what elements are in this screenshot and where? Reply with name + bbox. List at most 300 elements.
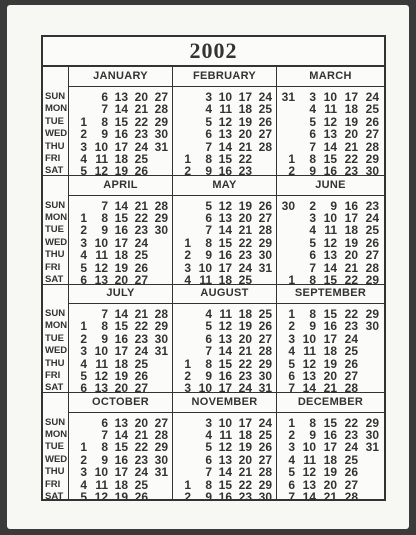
day-cell: 10 bbox=[323, 90, 337, 104]
day-cell: 2 bbox=[80, 127, 87, 142]
day-cell: 11 bbox=[219, 307, 232, 321]
month-name: AUGUST bbox=[173, 284, 276, 304]
day-cell: 19 bbox=[114, 369, 128, 383]
day-cell: 11 bbox=[303, 452, 316, 467]
day-cell: 12 bbox=[218, 114, 232, 129]
month-name: FEBRUARY bbox=[173, 67, 276, 87]
day-cell: 27 bbox=[258, 210, 272, 225]
day-cell: 19 bbox=[344, 235, 358, 250]
day-cell: 5 bbox=[205, 440, 212, 455]
day-cell: 3 bbox=[288, 440, 295, 455]
day-cell: 28 bbox=[258, 344, 272, 359]
day-cell: 28 bbox=[258, 223, 272, 238]
month-name: OCTOBER bbox=[69, 393, 172, 413]
day-cell: 7 bbox=[205, 139, 212, 154]
day-cell: 29 bbox=[154, 210, 168, 225]
day-cell: 19 bbox=[323, 465, 337, 480]
day-cell: 11 bbox=[324, 223, 337, 238]
day-cell: 11 bbox=[95, 152, 108, 166]
month-march bbox=[276, 67, 384, 179]
day-cell: 12 bbox=[323, 114, 337, 129]
day-cell: 1 bbox=[184, 477, 191, 492]
weekday-label: TUE bbox=[45, 332, 64, 344]
day-cell: 9 bbox=[205, 369, 212, 383]
day-cell: 6 bbox=[205, 452, 212, 467]
day-cell: 13 bbox=[218, 210, 232, 225]
day-cell: 22 bbox=[344, 415, 358, 430]
day-cell: 5 bbox=[309, 114, 316, 129]
day-cell: 31 bbox=[258, 260, 272, 275]
day-cell: 28 bbox=[344, 489, 358, 504]
day-cell: 30 bbox=[154, 331, 168, 346]
day-cell: 2 bbox=[80, 452, 87, 467]
day-cell: 7 bbox=[205, 344, 212, 359]
day-cell: 15 bbox=[114, 210, 128, 225]
day-cell: 11 bbox=[219, 427, 232, 442]
day-cell: 4 bbox=[309, 102, 316, 117]
day-cell: 8 bbox=[309, 307, 316, 321]
day-cell: 23 bbox=[238, 248, 252, 263]
day-cell: 13 bbox=[94, 381, 108, 396]
weekday-label: SUN bbox=[45, 199, 66, 211]
day-cell: 18 bbox=[323, 344, 337, 359]
day-cell: 24 bbox=[238, 260, 252, 275]
day-cell: 10 bbox=[94, 235, 108, 250]
day-cell: 10 bbox=[218, 415, 232, 430]
month-june bbox=[276, 176, 384, 287]
day-cell: 22 bbox=[134, 210, 148, 225]
day-cell: 4 bbox=[288, 452, 295, 467]
day-cell: 2 bbox=[184, 164, 191, 179]
day-cell: 22 bbox=[238, 152, 252, 166]
day-cell: 16 bbox=[218, 164, 232, 179]
day-cell: 9 bbox=[309, 319, 316, 334]
weekday-label: SAT bbox=[45, 165, 64, 177]
day-cell: 8 bbox=[205, 477, 212, 492]
day-cell: 20 bbox=[114, 381, 128, 396]
day-cell: 15 bbox=[323, 307, 337, 321]
month-name: JULY bbox=[69, 284, 172, 304]
day-cell: 29 bbox=[258, 235, 272, 250]
day-cell: 13 bbox=[218, 331, 232, 346]
day-cell: 10 bbox=[198, 381, 212, 396]
day-cell: 17 bbox=[114, 344, 128, 359]
day-cell: 5 bbox=[205, 319, 212, 334]
day-cell: 24 bbox=[344, 440, 358, 455]
day-cell: 6 bbox=[205, 210, 212, 225]
weekday-label: THU bbox=[45, 140, 65, 152]
day-cell: 17 bbox=[114, 235, 128, 250]
weekday-label: MON bbox=[45, 103, 68, 115]
day-cell: 17 bbox=[323, 440, 337, 455]
day-cell: 27 bbox=[258, 127, 272, 142]
day-cell: 14 bbox=[114, 427, 128, 442]
day-cell: 27 bbox=[154, 415, 168, 430]
day-cell: 15 bbox=[323, 152, 337, 166]
day-cell: 21 bbox=[238, 139, 252, 154]
day-cell: 1 bbox=[80, 440, 87, 455]
day-cell: 8 bbox=[205, 356, 212, 371]
day-cell: 29 bbox=[365, 152, 379, 166]
day-cell: 5 bbox=[80, 260, 87, 275]
day-cell: 20 bbox=[323, 369, 337, 383]
day-cell: 7 bbox=[101, 198, 108, 213]
day-cell: 15 bbox=[218, 356, 232, 371]
day-cell: 14 bbox=[218, 344, 232, 359]
day-cell: 14 bbox=[218, 139, 232, 154]
day-cell: 21 bbox=[323, 381, 337, 396]
day-cell: 20 bbox=[238, 127, 252, 142]
day-cell: 23 bbox=[365, 198, 379, 213]
day-cell: 29 bbox=[365, 307, 379, 321]
day-cell: 21 bbox=[344, 260, 358, 275]
year-title: 2002 bbox=[43, 37, 384, 67]
day-cell: 12 bbox=[323, 235, 337, 250]
day-cell: 16 bbox=[114, 452, 128, 467]
day-cell: 27 bbox=[258, 452, 272, 467]
day-cell: 28 bbox=[154, 427, 168, 442]
day-cell: 16 bbox=[114, 331, 128, 346]
day-cell: 10 bbox=[302, 331, 316, 346]
day-cell: 2 bbox=[80, 223, 87, 238]
day-cell: 30 bbox=[281, 198, 295, 213]
day-cell: 27 bbox=[258, 331, 272, 346]
day-cell: 5 bbox=[80, 369, 87, 383]
quarter-row bbox=[43, 176, 384, 285]
day-cell: 9 bbox=[101, 331, 108, 346]
day-cell: 30 bbox=[258, 489, 272, 504]
day-cell: 17 bbox=[238, 415, 252, 430]
day-cell: 5 bbox=[80, 164, 87, 179]
day-cell: 8 bbox=[309, 272, 316, 287]
day-cell: 1 bbox=[184, 152, 191, 166]
quarter-row bbox=[43, 393, 384, 504]
day-cell: 21 bbox=[238, 344, 252, 359]
day-cell: 2 bbox=[184, 369, 191, 383]
day-cell: 16 bbox=[114, 127, 128, 142]
day-cell: 10 bbox=[323, 210, 337, 225]
day-cell: 2 bbox=[288, 164, 295, 179]
day-cell: 13 bbox=[302, 477, 316, 492]
weekday-column bbox=[43, 284, 69, 392]
day-cell: 1 bbox=[288, 152, 295, 166]
day-cell: 18 bbox=[114, 152, 128, 166]
month-name: APRIL bbox=[69, 176, 172, 196]
day-cell: 5 bbox=[205, 114, 212, 129]
day-cell: 29 bbox=[154, 114, 168, 129]
day-cell: 14 bbox=[114, 307, 128, 321]
day-cell: 4 bbox=[80, 152, 87, 166]
weekday-column bbox=[43, 176, 69, 284]
day-cell: 9 bbox=[101, 452, 108, 467]
day-cell: 22 bbox=[344, 307, 358, 321]
day-cell: 26 bbox=[258, 198, 272, 213]
day-cell: 10 bbox=[302, 440, 316, 455]
day-cell: 18 bbox=[238, 427, 252, 442]
day-cell: 26 bbox=[365, 114, 379, 129]
day-cell: 16 bbox=[218, 489, 232, 504]
day-cell: 1 bbox=[80, 210, 87, 225]
day-cell: 2 bbox=[80, 331, 87, 346]
month-november bbox=[172, 393, 276, 504]
day-cell: 14 bbox=[302, 489, 316, 504]
day-cell: 6 bbox=[205, 331, 212, 346]
day-cell: 20 bbox=[238, 331, 252, 346]
day-cell: 9 bbox=[309, 164, 316, 179]
day-cell: 3 bbox=[184, 381, 191, 396]
day-cell: 14 bbox=[114, 102, 128, 117]
day-cell: 2 bbox=[288, 427, 295, 442]
day-cell: 30 bbox=[154, 223, 168, 238]
day-cell: 31 bbox=[365, 440, 379, 455]
day-cell: 28 bbox=[365, 139, 379, 154]
day-cell: 1 bbox=[184, 235, 191, 250]
weekday-label: SUN bbox=[45, 308, 66, 319]
day-cell: 18 bbox=[218, 272, 232, 287]
day-cell: 18 bbox=[114, 248, 128, 263]
day-cell: 7 bbox=[101, 307, 108, 321]
day-cell: 8 bbox=[205, 152, 212, 166]
day-cell: 20 bbox=[134, 90, 148, 104]
day-cell: 21 bbox=[134, 427, 148, 442]
day-cell: 11 bbox=[95, 356, 108, 371]
day-cell: 12 bbox=[94, 369, 108, 383]
day-cell: 31 bbox=[258, 381, 272, 396]
day-cell: 14 bbox=[218, 465, 232, 480]
weekday-label: MON bbox=[45, 428, 68, 440]
day-cell: 27 bbox=[344, 477, 358, 492]
weekday-label: THU bbox=[45, 466, 65, 478]
day-cell: 14 bbox=[323, 139, 337, 154]
day-cell: 29 bbox=[154, 319, 168, 334]
day-cell: 14 bbox=[323, 260, 337, 275]
day-cell: 9 bbox=[330, 198, 337, 213]
quarter-row bbox=[43, 67, 384, 179]
day-cell: 1 bbox=[184, 356, 191, 371]
day-cell: 13 bbox=[114, 90, 128, 104]
day-cell: 15 bbox=[114, 319, 128, 334]
month-name: SEPTEMBER bbox=[277, 284, 384, 304]
day-cell: 23 bbox=[344, 427, 358, 442]
day-cell: 29 bbox=[258, 356, 272, 371]
day-cell: 18 bbox=[238, 102, 252, 117]
month-january bbox=[69, 67, 172, 179]
day-cell: 19 bbox=[238, 198, 252, 213]
weekday-label: WED bbox=[45, 453, 68, 465]
day-cell: 26 bbox=[365, 235, 379, 250]
weekday-label: WED bbox=[45, 236, 68, 248]
day-cell: 17 bbox=[114, 465, 128, 480]
day-cell: 30 bbox=[365, 164, 379, 179]
day-cell: 23 bbox=[134, 452, 148, 467]
day-cell: 13 bbox=[94, 272, 108, 287]
weekday-label: SUN bbox=[45, 416, 66, 428]
day-cell: 10 bbox=[218, 90, 232, 104]
weekday-column bbox=[43, 393, 69, 501]
day-cell: 7 bbox=[205, 465, 212, 480]
day-cell: 19 bbox=[323, 356, 337, 371]
day-cell: 9 bbox=[101, 127, 108, 142]
day-cell: 7 bbox=[101, 102, 108, 117]
day-cell: 22 bbox=[344, 152, 358, 166]
day-cell: 20 bbox=[134, 415, 148, 430]
day-cell: 21 bbox=[238, 223, 252, 238]
month-december bbox=[276, 393, 384, 504]
day-cell: 30 bbox=[258, 248, 272, 263]
day-cell: 13 bbox=[323, 127, 337, 142]
day-cell: 4 bbox=[80, 248, 87, 263]
day-cell: 26 bbox=[134, 164, 148, 179]
day-cell: 15 bbox=[218, 152, 232, 166]
day-cell: 27 bbox=[134, 381, 148, 396]
day-cell: 15 bbox=[323, 272, 337, 287]
weekday-label: MON bbox=[45, 211, 68, 223]
day-cell: 8 bbox=[101, 114, 108, 129]
weekday-label: WED bbox=[45, 345, 68, 357]
day-cell: 14 bbox=[218, 223, 232, 238]
day-cell: 27 bbox=[365, 127, 379, 142]
day-cell: 26 bbox=[134, 489, 148, 504]
day-cell: 5 bbox=[288, 465, 295, 480]
weekday-label: SUN bbox=[45, 91, 66, 102]
day-cell: 16 bbox=[218, 248, 232, 263]
day-cell: 26 bbox=[344, 356, 358, 371]
day-cell: 13 bbox=[302, 369, 316, 383]
day-cell: 9 bbox=[101, 223, 108, 238]
weekday-label: FRI bbox=[45, 478, 61, 490]
day-cell: 30 bbox=[154, 127, 168, 142]
day-cell: 19 bbox=[114, 260, 128, 275]
day-cell: 23 bbox=[238, 369, 252, 383]
day-cell: 24 bbox=[365, 210, 379, 225]
month-april bbox=[69, 176, 172, 287]
day-cell: 15 bbox=[218, 235, 232, 250]
day-cell: 25 bbox=[134, 152, 148, 166]
day-cell: 14 bbox=[302, 381, 316, 396]
day-cell: 25 bbox=[238, 272, 252, 287]
day-cell: 18 bbox=[344, 102, 358, 117]
day-cell: 28 bbox=[258, 465, 272, 480]
day-cell: 19 bbox=[114, 489, 128, 504]
day-cell: 26 bbox=[258, 114, 272, 129]
weekday-label: WED bbox=[45, 128, 68, 140]
month-name: JANUARY bbox=[69, 67, 172, 87]
day-cell: 22 bbox=[134, 114, 148, 129]
year-calendar bbox=[41, 35, 386, 504]
day-cell: 25 bbox=[134, 477, 148, 492]
day-cell: 24 bbox=[238, 381, 252, 396]
weekday-label: MON bbox=[45, 320, 68, 332]
month-february bbox=[172, 67, 276, 179]
day-cell: 22 bbox=[134, 440, 148, 455]
month-october bbox=[69, 393, 172, 504]
day-cell: 18 bbox=[114, 477, 128, 492]
day-cell: 28 bbox=[154, 102, 168, 117]
day-cell: 29 bbox=[365, 272, 379, 287]
day-cell: 11 bbox=[95, 477, 108, 492]
day-cell: 26 bbox=[258, 440, 272, 455]
day-cell: 5 bbox=[80, 489, 87, 504]
day-cell: 29 bbox=[365, 415, 379, 430]
weekday-label: FRI bbox=[45, 370, 61, 381]
day-cell: 19 bbox=[114, 164, 128, 179]
day-cell: 10 bbox=[94, 465, 108, 480]
day-cell: 2 bbox=[288, 319, 295, 334]
day-cell: 24 bbox=[134, 139, 148, 154]
day-cell: 7 bbox=[205, 223, 212, 238]
day-cell: 4 bbox=[205, 427, 212, 442]
weekday-label: TUE bbox=[45, 224, 64, 236]
day-cell: 3 bbox=[205, 90, 212, 104]
day-cell: 29 bbox=[258, 477, 272, 492]
day-cell: 28 bbox=[154, 307, 168, 321]
month-name: MAY bbox=[173, 176, 276, 196]
month-september bbox=[276, 284, 384, 396]
day-cell: 1 bbox=[288, 307, 295, 321]
day-cell: 19 bbox=[238, 319, 252, 334]
day-cell: 20 bbox=[344, 127, 358, 142]
day-cell: 7 bbox=[309, 139, 316, 154]
day-cell: 12 bbox=[94, 260, 108, 275]
day-cell: 8 bbox=[101, 210, 108, 225]
day-cell: 27 bbox=[344, 369, 358, 383]
day-cell: 1 bbox=[80, 319, 87, 334]
day-cell: 6 bbox=[80, 272, 87, 287]
weekday-label: TUE bbox=[45, 115, 64, 127]
day-cell: 12 bbox=[218, 440, 232, 455]
day-cell: 24 bbox=[134, 465, 148, 480]
day-cell: 27 bbox=[154, 90, 168, 104]
day-cell: 28 bbox=[154, 198, 168, 213]
weekday-label: THU bbox=[45, 357, 65, 369]
day-cell: 18 bbox=[344, 223, 358, 238]
day-cell: 28 bbox=[365, 260, 379, 275]
day-cell: 8 bbox=[309, 415, 316, 430]
day-cell: 31 bbox=[154, 344, 168, 359]
day-cell: 1 bbox=[288, 415, 295, 430]
day-cell: 24 bbox=[134, 235, 148, 250]
day-cell: 13 bbox=[323, 248, 337, 263]
day-cell: 3 bbox=[309, 90, 316, 104]
day-cell: 16 bbox=[344, 198, 358, 213]
day-cell: 17 bbox=[344, 210, 358, 225]
month-july bbox=[69, 284, 172, 396]
day-cell: 21 bbox=[134, 198, 148, 213]
day-cell: 20 bbox=[238, 452, 252, 467]
day-cell: 21 bbox=[323, 489, 337, 504]
day-cell: 17 bbox=[238, 90, 252, 104]
day-cell: 4 bbox=[205, 102, 212, 117]
day-cell: 22 bbox=[134, 319, 148, 334]
day-cell: 25 bbox=[258, 102, 272, 117]
day-cell: 8 bbox=[205, 235, 212, 250]
day-cell: 23 bbox=[238, 164, 252, 179]
day-cell: 22 bbox=[238, 477, 252, 492]
day-cell: 25 bbox=[134, 356, 148, 371]
month-name: MARCH bbox=[277, 67, 384, 87]
day-cell: 6 bbox=[288, 477, 295, 492]
day-cell: 19 bbox=[344, 114, 358, 129]
weekday-label: TUE bbox=[45, 441, 64, 453]
month-grid bbox=[43, 67, 384, 504]
day-cell: 14 bbox=[114, 198, 128, 213]
day-cell: 5 bbox=[288, 356, 295, 371]
day-cell: 13 bbox=[114, 415, 128, 430]
day-cell: 17 bbox=[218, 260, 232, 275]
day-cell: 4 bbox=[205, 307, 212, 321]
weekday-label: SAT bbox=[45, 273, 64, 285]
day-cell: 3 bbox=[80, 344, 87, 359]
